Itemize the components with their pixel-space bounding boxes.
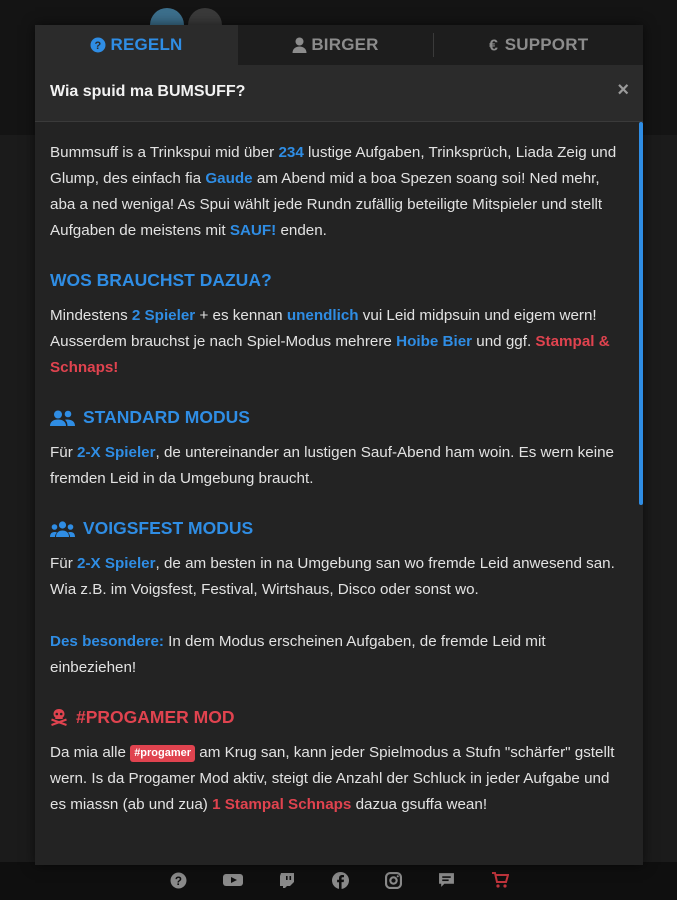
tab-bar	[35, 25, 643, 65]
modal-body[interactable]	[35, 122, 643, 865]
highlight-sauf: SAUF!	[229, 222, 277, 239]
needs-paragraph: Mindestens 2 Spieler + es kennan unendlich vui Leid midpsuin und eigem wern! Ausserdem brauchst je nach Spiel-Modus mehrere Hoibe Bier und ggf. Stampal & Schnaps!	[50, 307, 610, 376]
question-circle-icon[interactable]	[169, 872, 187, 890]
euro-icon	[489, 37, 501, 53]
tab-birger[interactable]	[238, 25, 433, 65]
svg-text:?: ?	[95, 40, 102, 52]
users-icon	[50, 410, 75, 426]
heading-voigsfest: VOIGSFEST MODUS	[50, 515, 628, 541]
heading-needs: WOS BRAUCHST DAZUA?	[50, 270, 272, 290]
rules-content	[50, 140, 628, 818]
group-icon	[50, 521, 75, 537]
progamer-paragraph: Da mia alle #progamer am Krug san, kann jeder Spielmodus a Stufn "schärfer" gstellt wern. Is da Progamer Mod aktiv, steigt die Anzahl der Schluck in jeder Aufgabe und es miassn (ab und zua) 1 Stampal Schnaps dazua gsuffa wean!	[50, 744, 615, 813]
question-circle-icon	[90, 37, 106, 53]
modal-title: Wia spuid ma BUMSUFF?	[50, 83, 246, 100]
close-button[interactable]: ×	[617, 79, 629, 101]
tab-support-label: SUPPORT	[504, 35, 589, 54]
user-icon	[292, 37, 307, 53]
youtube-icon[interactable]	[223, 872, 241, 890]
rules-modal	[35, 25, 643, 865]
twitch-icon[interactable]	[278, 872, 296, 890]
scrollbar[interactable]	[639, 122, 643, 505]
intro-paragraph: Bummsuff is a Trinkspui mid über 234 lustige Aufgaben, Trinksprüch, Liada Zeig und Glump, des einfach fia Gaude am Abend mid a boa Spezen soang soi! Ned mehr, aba a ned weniga! As Spui wählt jede Rundn zufällig beteiligte Mitspieler und stellt Aufgaben de meistens mit SAUF! enden.	[50, 144, 617, 239]
chat-icon[interactable]	[437, 872, 455, 890]
cart-icon[interactable]	[491, 872, 509, 890]
heading-progamer: #PROGAMER MOD	[50, 704, 628, 730]
tab-regeln-label: REGELN	[110, 35, 183, 54]
highlight-gaude: Gaude	[205, 170, 253, 187]
facebook-icon[interactable]	[331, 872, 349, 890]
progamer-badge: #progamer	[130, 745, 195, 762]
task-count: 234	[278, 144, 304, 161]
heading-standard: STANDARD MODUS	[50, 404, 628, 430]
instagram-icon[interactable]	[384, 872, 402, 890]
tab-birger-label: BIRGER	[311, 35, 379, 54]
svg-text:?: ?	[174, 874, 182, 888]
standard-paragraph: Für 2-X Spieler, de untereinander an lustigen Sauf-Abend ham woin. Es wern keine fremden Leid in da Umgebung braucht.	[50, 444, 614, 487]
modal-header	[35, 65, 643, 122]
skull-crossbones-icon	[50, 708, 68, 726]
voigsfest-paragraph: Für 2-X Spieler, de am besten in na Umgebung san wo fremde Leid anwesend san. Wia z.B. im Voigsfest, Festival, Wirtshaus, Disco oder sonst wo.	[50, 555, 615, 598]
tab-regeln[interactable]	[35, 25, 238, 65]
voigsfest-special: Des besondere: In dem Modus erscheinen Aufgaben, de fremde Leid mit einbeziehen!	[50, 633, 546, 676]
tab-support[interactable]	[434, 25, 643, 65]
svg-text:€: €	[488, 37, 498, 53]
